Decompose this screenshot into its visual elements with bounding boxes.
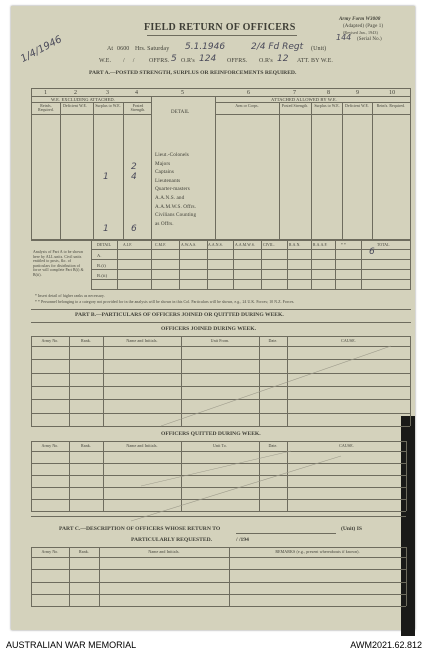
detail-head: A.A.N.S.: [208, 243, 223, 247]
unit-value: 2/4 Fd Regt: [251, 42, 304, 52]
hw-total-posted: 6: [131, 224, 137, 234]
at-time: 0600: [117, 46, 130, 52]
column-head: Reinfs. Required.: [38, 104, 54, 113]
rank-label: A.A.N.S. and: [155, 195, 185, 201]
joined-title: OFFICERS JOINED DURING WEEK.: [161, 326, 257, 332]
table-head: Army No.: [41, 338, 59, 343]
column-number: 10: [389, 90, 396, 96]
hw-lieuts: 4: [131, 172, 137, 182]
table-head: Army No.: [41, 443, 59, 448]
column-number: 3: [106, 90, 110, 96]
ors2-value: 12: [277, 54, 289, 64]
detail-head: A.A.M.W.S.: [235, 243, 255, 247]
table-head: Rank.: [79, 549, 89, 554]
detail-heading: DETAIL: [171, 110, 190, 115]
rank-label: A.A.M.W.S. Offrs.: [155, 203, 197, 210]
footnote-2: * * Personnel belonging to a category not provided for in the analysis will be shown in this Col. Particulars will be shown, e.g., 24 U.K. Forces; 10 N.Z. Forces.: [35, 300, 295, 304]
detail-row-label: B.(ii): [97, 273, 108, 278]
cancellation-strokes: [11, 6, 415, 630]
rank-label: Lieut.-Colonels: [155, 152, 189, 158]
ors-label: O.R's: [181, 58, 195, 64]
unit-label: (Unit): [311, 46, 327, 52]
detail-head: * *: [341, 243, 347, 247]
detail-head: R.A.N.: [289, 243, 301, 247]
quitted-title: OFFICERS QUITTED DURING WEEK.: [161, 431, 261, 437]
we-excluding: W.E. EXCLUDING ATTACHED.: [51, 97, 115, 102]
part-c-date: / /194: [236, 537, 249, 543]
rank-label: as Offrs.: [155, 220, 174, 227]
form-title: FIELD RETURN OF OFFICERS: [144, 22, 296, 33]
part-c-heading: PART C.—DESCRIPTION OF OFFICERS WHOSE RETURN TO: [59, 526, 221, 532]
detail-row-label: B.(i): [97, 263, 106, 268]
serial-value: 144: [336, 33, 352, 42]
hw-captains: 2: [131, 162, 137, 172]
column-number: 7: [293, 90, 297, 96]
table-head: Name and Initials.: [148, 549, 180, 554]
footer-bar: [0, 636, 428, 653]
form-revised: (Revised Jan., 1943): [343, 30, 378, 35]
column-number: 6: [247, 90, 251, 96]
margin-note: 1/4/1946: [19, 34, 64, 65]
rank-label: Civilians Counting: [155, 212, 197, 219]
date-value: 5.1.1946: [185, 42, 226, 52]
offrs-label: OFFRS.: [149, 58, 170, 64]
we-label: W.E.: [99, 58, 112, 64]
part-c-unit: (Unit) IS: [341, 526, 362, 532]
detail-head: R.A.A.F.: [313, 243, 328, 247]
detail-head: C.M.F.: [155, 243, 167, 247]
detail-row-label: A.: [97, 253, 102, 258]
part-a-heading: PART A.—POSTED STRENGTH, SURPLUS OR REINFORCEMENTS REQUIRED.: [89, 70, 297, 76]
table-head: Unit From.: [210, 338, 230, 343]
column-number: 4: [135, 90, 139, 96]
column-head: Surplus to W.E.: [95, 104, 121, 108]
at-label: At: [107, 46, 114, 52]
column-number: 1: [44, 90, 48, 96]
column-head: Arm or Corps.: [235, 104, 259, 108]
offrs-value: 5: [171, 54, 177, 64]
footnote-1: * Insert detail of higher ranks as necessary.: [35, 294, 105, 298]
table-head: Name and Initials.: [126, 338, 158, 343]
detail-head: DETAIL: [97, 243, 112, 247]
table-head: CAUSE.: [339, 443, 354, 448]
table-head: REMARKS (e.g., present whereabouts if known).: [275, 549, 360, 554]
table-head: Date.: [268, 338, 278, 343]
column-head: Deficient W.E.: [63, 104, 87, 108]
column-number: 2: [74, 90, 78, 96]
att-label: ATT. BY W.E.: [297, 58, 334, 64]
column-number: 9: [356, 90, 360, 96]
detail-head: CIVIL.: [263, 243, 275, 247]
table-head: Rank.: [81, 338, 91, 343]
detail-head: A.I.F.: [123, 243, 133, 247]
column-head: Posted Strength.: [281, 104, 309, 108]
offrs2-label: OFFRS.: [227, 58, 248, 64]
column-head: Reinfs. Required.: [376, 104, 406, 108]
table-head: Date.: [268, 443, 278, 448]
form-sheet: FIELD RETURN OF OFFICERS Army Form W3008 (Adapted) (Page 1) (Revised Jan., 1943) 144 (Serial No.) 1/4/1946 At 0600 Hrs. Saturday 5.1.1946 2/4 Fd Regt (Unit) W.E. / / OFFRS. 5 O.R's 124 OFFRS. O.R's 12 ATT. BY W.E. PART A.—POSTED STRENGTH, SURPLUS OR REINFORCEMENTS REQUIRED. 1 2 3 4 5 6 7 8 9 10 W.E. EXCLUDING ATTACHED. ATTACHED ALLOWED BY W.E. DETAIL Reinfs. Required. Deficient W.E. Surplus to W.E. Posted Strength. Arm or Corps. Posted Strength. Surplus to W.E. Deficient W.E. Reinfs. Required. Lieut.-Colonels Majors Captains Lieutenants Quarter-masters A.A.N.S. and A.A.M.W.S. Offrs. Civilians Counting as Offrs. 2 1 4 1 6 DETAIL A.I.F. C.M.F. A.W.A.S. A.A.N.S. A.A.M.W.S. CIVIL. R.A.N. R.A.A.F. * * TOTAL A. B.(i) B.(ii) Analysis of Part A to be shown here by ALL units. Civil units entitled to posts, &c. of particulars for distribution of force will complete Part B(i) & B(ii). 6 * Insert detail of higher ranks as necessary. * * Personnel belonging to a category not provided for in the analysis will be shown in this Col. Particulars will be shown, e.g., 24 U.K. Forces; 10 N.Z. Forces. PART B.—PARTICULARS OF OFFICERS JOINED OR QUITTED DURING WEEK. OFFICERS JOINED DURING WEEK. Army No. Rank. Name and Initials. Unit From. Date. CAUSE. OFFICERS QUITTED DURING WEEK. Army No. Rank. Name and Initials. Unit To. Date. CAUSE. PART C.—DESCRIPTION OF OFFICERS WHOSE RETURN TO (Unit) IS PARTICULARLY REQUESTED. / /194 Army No. Rank. Name and Initials. REMARKS (e.g., present whereabouts if known).: [11, 6, 415, 630]
footer-credit: AUSTRALIAN WAR MEMORIAL: [6, 640, 137, 650]
detail-head: A.W.A.S.: [181, 243, 197, 247]
hw-lieuts-left: 1: [103, 172, 109, 182]
rank-label: Quarter-masters: [155, 186, 190, 193]
table-head: Army No.: [41, 549, 59, 554]
hw-total-a: 6: [369, 247, 375, 257]
hw-total-left: 1: [103, 224, 109, 234]
ors-value: 124: [199, 54, 217, 64]
hrs-label: Hrs. Saturday: [135, 46, 170, 52]
serial-label: (Serial No.): [357, 37, 382, 42]
part-b-heading: PART B.—PARTICULARS OF OFFICERS JOINED OR QUITTED DURING WEEK.: [75, 312, 284, 318]
column-head: Deficient W.E.: [345, 104, 369, 108]
table-head: Unit To.: [212, 443, 227, 448]
table-head: Name and Initials.: [126, 443, 158, 448]
rank-label: Lieutenants: [155, 177, 181, 184]
attached-allowed: ATTACHED ALLOWED BY W.E.: [271, 97, 337, 102]
ors2-label: O.R's: [259, 58, 273, 64]
form-number: Army Form W3008: [339, 17, 381, 22]
form-adapted: (Adapted) (Page 1): [343, 24, 384, 29]
column-number: 5: [181, 90, 185, 96]
rank-label: Majors: [155, 160, 171, 167]
footer-accession: AWM2021.62.812: [350, 640, 422, 650]
part-c-requested: PARTICULARLY REQUESTED.: [131, 537, 213, 543]
rank-label: Captains: [155, 169, 174, 176]
table-head: Rank.: [81, 443, 91, 448]
analysis-note: Analysis of Part A to be shown here by ALL units. Civil units entitled to posts, &c. of particulars for distribution of force will complete Part B(i) & B(ii).: [33, 250, 84, 277]
column-head: Posted Strength.: [130, 104, 146, 113]
column-number: 8: [327, 90, 331, 96]
table-head: CAUSE.: [341, 338, 356, 343]
column-head: Surplus to W.E.: [314, 104, 340, 108]
detail-head: TOTAL: [377, 243, 390, 247]
